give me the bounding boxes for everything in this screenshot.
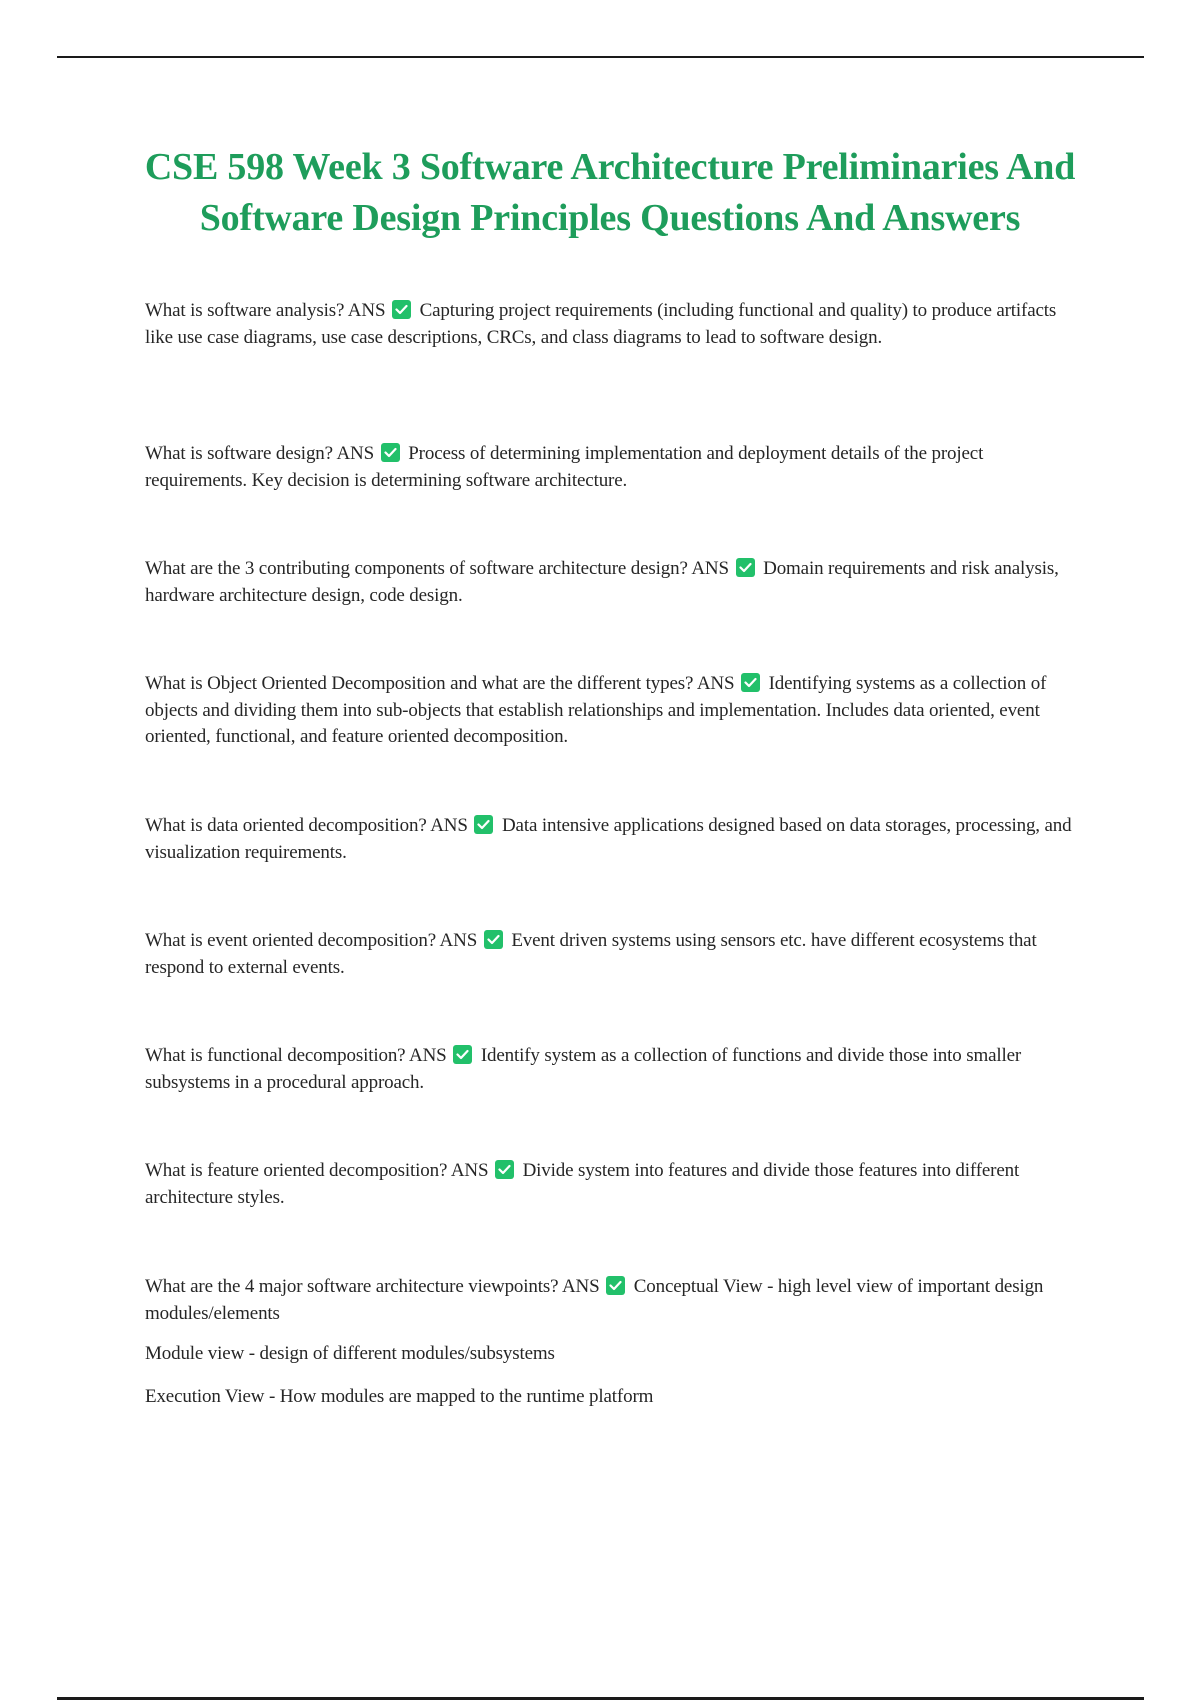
answer-text: Identify system as a collection of functions and divide those into smaller subsystems in a procedural approach.: [145, 1045, 1022, 1093]
answer-marker: ANS: [691, 558, 729, 579]
answer-marker: ANS: [450, 1160, 489, 1181]
qa-item-6: [145, 928, 1080, 981]
answer-marker: ANS: [347, 300, 386, 321]
question-text: What is Object Oriented Decomposition and what are the different types?: [145, 673, 694, 694]
question-text: What are the 4 major software architecture viewpoints?: [145, 1276, 559, 1297]
document-title: CSE 598 Week 3 Software Architecture Preliminaries And Software Design Principles Questions And Answers: [144, 146, 1076, 239]
answer-text: Domain requirements and risk analysis, hardware architecture design, code design.: [145, 558, 1059, 606]
check-box-icon: [381, 443, 400, 462]
question-text: What is event oriented decomposition?: [145, 930, 436, 951]
qa-item-5: [145, 813, 1080, 866]
question-text: What are the 3 contributing components of software architecture design?: [145, 558, 688, 579]
answer-marker: ANS: [439, 930, 478, 951]
qa-item-4: [145, 671, 1080, 751]
check-box-icon: [495, 1160, 514, 1179]
check-box-icon: [474, 815, 493, 834]
question-text: What is functional decomposition?: [145, 1045, 406, 1066]
answer-marker: ANS: [430, 815, 468, 836]
answer-text: Divide system into features and divide those features into different architecture styles.: [145, 1160, 1020, 1208]
question-text: What is software design?: [145, 443, 333, 464]
top-divider: [57, 56, 1144, 58]
check-box-icon: [453, 1045, 472, 1064]
answer-extra-line-1: Module view - design of different modules/subsystems: [145, 1343, 555, 1364]
answer-marker: ANS: [409, 1045, 447, 1066]
qa-item-8: [145, 1158, 1080, 1211]
answer-marker: ANS: [696, 673, 735, 694]
answer-text: Conceptual View - high level view of important design modules/elements: [145, 1276, 1044, 1324]
check-box-icon: [392, 300, 411, 319]
check-box-icon: [606, 1276, 625, 1295]
check-box-icon: [484, 930, 503, 949]
qa-item-3: [145, 556, 1080, 609]
check-box-icon: [741, 673, 760, 692]
check-box-icon: [736, 558, 755, 577]
answer-marker: ANS: [561, 1276, 600, 1297]
qa-item-1: [145, 298, 1080, 351]
question-text: What is software analysis?: [145, 300, 345, 321]
answer-text: Event driven systems using sensors etc. have different ecosystems that respond to external events.: [145, 930, 1037, 978]
qa-item-9: [145, 1274, 1080, 1327]
question-text: What is feature oriented decomposition?: [145, 1160, 448, 1181]
qa-item-2: [145, 441, 1080, 494]
answer-marker: ANS: [336, 443, 375, 464]
qa-item-7: [145, 1043, 1080, 1096]
answer-text: Capturing project requirements (including functional and quality) to produce artifacts like use case diagrams, use case descriptions, CRCs, and class diagrams to lead to software design.: [145, 300, 1057, 348]
answer-extra-line-2: Execution View - How modules are mapped to the runtime platform: [145, 1386, 654, 1407]
answer-text: Identifying systems as a collection of objects and dividing them into sub-objects that establish relationships and implementation. Includes data oriented, event oriented, functional, and feature oriented decomposition.: [145, 673, 1047, 747]
answer-text: Process of determining implementation and deployment details of the project requirements. Key decision is determining software architecture.: [145, 443, 984, 491]
question-text: What is data oriented decomposition?: [145, 815, 427, 836]
answer-text: Data intensive applications designed based on data storages, processing, and visualization requirements.: [145, 815, 1072, 863]
